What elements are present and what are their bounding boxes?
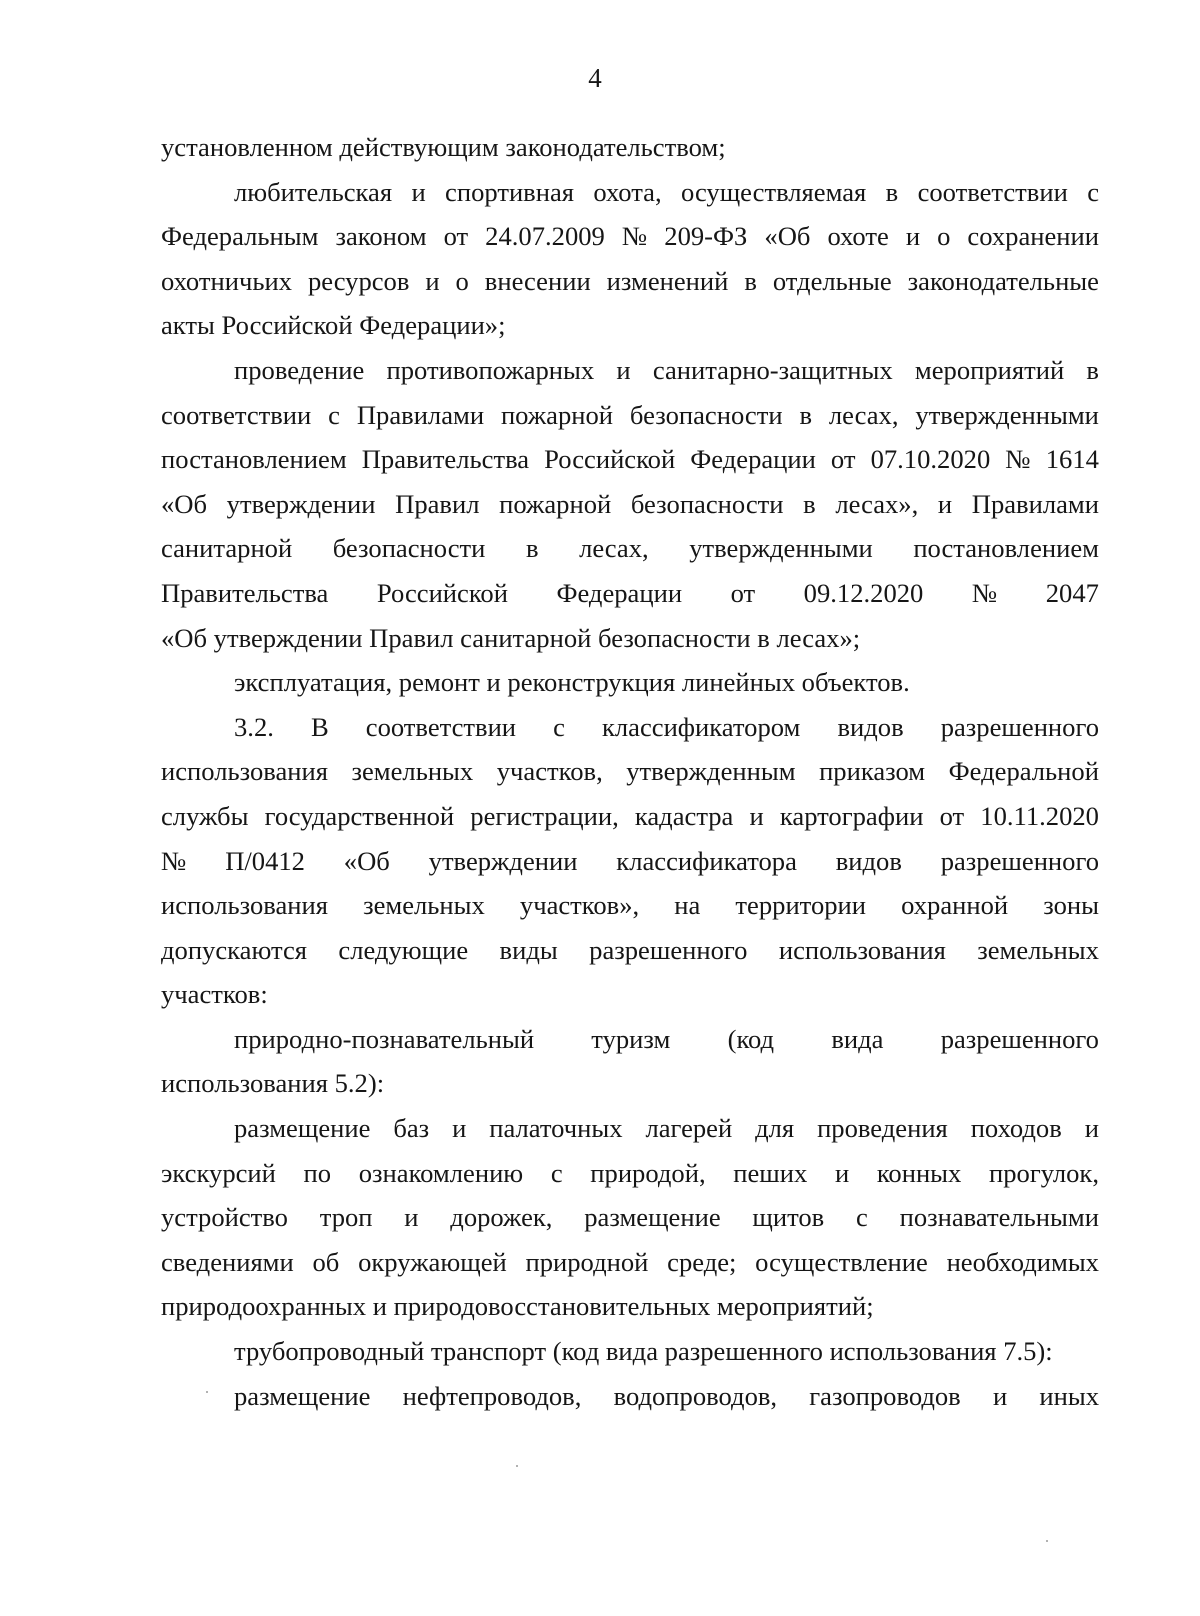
word: государственной (264, 800, 455, 831)
word: нефтепроводов, (402, 1380, 582, 1411)
word: и (834, 1157, 850, 1188)
word: 10.11.2020 (980, 800, 1099, 831)
word: проведения (817, 1113, 948, 1144)
scan-speck (206, 1391, 208, 1393)
word: земельных (363, 890, 485, 921)
word: с (550, 1157, 563, 1188)
paragraph (161, 660, 1099, 705)
word: (код (727, 1023, 775, 1054)
word: Правительства (361, 444, 530, 475)
word: разрешенного (940, 1023, 1099, 1054)
text-line (161, 1106, 1099, 1151)
word: окружающей (358, 1246, 507, 1277)
word: по (303, 1157, 332, 1188)
text-line (161, 571, 1099, 616)
paragraph (161, 125, 1099, 170)
word: № (1005, 444, 1031, 475)
word: соответствии (365, 711, 517, 742)
word: законодательные (907, 265, 1099, 296)
word: «Об (764, 221, 811, 252)
word: о (937, 221, 951, 252)
word: соответствии (917, 176, 1068, 207)
word: для (755, 1113, 795, 1144)
word: необходимых (946, 1246, 1099, 1277)
word: прогулок, (989, 1157, 1099, 1188)
word: и (905, 221, 921, 252)
word: службы (161, 800, 249, 831)
word: познавательными (899, 1202, 1099, 1233)
word: троп (319, 1202, 373, 1233)
word: утвержденными (915, 399, 1099, 430)
text-line (161, 1195, 1099, 1240)
word: об (312, 1246, 340, 1277)
word: 09.12.2020 (803, 577, 924, 608)
word: разрешенного (940, 845, 1099, 876)
text-line: участков: (161, 979, 268, 1010)
word: и (937, 488, 953, 519)
paragraph (161, 1329, 1099, 1374)
text-line (161, 1151, 1099, 1196)
paragraph (161, 1106, 1099, 1329)
word: № (621, 221, 648, 252)
word: Правил (395, 488, 480, 519)
word: от (443, 221, 469, 252)
text-line: использования 5.2): (161, 1068, 385, 1099)
word: видов (837, 711, 904, 742)
word: охоте (827, 221, 889, 252)
word: вида (831, 1023, 884, 1054)
word: Российской (376, 577, 508, 608)
word: и (749, 800, 764, 831)
word: на (674, 890, 701, 921)
word: разрешенного (940, 711, 1099, 742)
word: участков», (519, 890, 640, 921)
text-line (161, 1240, 1099, 1285)
word: безопасности (629, 399, 783, 430)
text-line (161, 393, 1099, 438)
word: пеших (733, 1157, 808, 1188)
scan-speck (1046, 1540, 1048, 1542)
word: Федерации (556, 577, 683, 608)
word: видов (835, 845, 902, 876)
word: конных (876, 1157, 962, 1188)
word: Российской (544, 444, 676, 475)
word: размещение (584, 1202, 721, 1233)
paragraph (161, 705, 1099, 1017)
word: безопасности (630, 488, 784, 519)
paragraph (161, 348, 1099, 660)
text-line: трубопроводный транспорт (код вида разрешенного использования 7.5): (234, 1336, 1053, 1367)
word: походов (970, 1113, 1062, 1144)
word: от (730, 577, 756, 608)
word: Федеральной (948, 756, 1099, 787)
word: использования (161, 890, 328, 921)
word: «Об (161, 488, 208, 519)
word: «Об (343, 845, 390, 876)
word: 07.10.2020 (870, 444, 991, 475)
word: любительская (234, 176, 393, 207)
word: лесах, (828, 399, 899, 430)
word: допускаются (161, 934, 307, 965)
page-number: 4 (588, 63, 602, 93)
word: в (885, 176, 899, 207)
word: 1614 (1045, 444, 1099, 475)
word: экскурсий (161, 1157, 276, 1188)
word: Правительства (161, 577, 329, 608)
word: лесах, (579, 533, 649, 564)
text-line: акты Российской Федерации»; (161, 310, 506, 341)
word: 24.07.2009 (485, 221, 605, 252)
text-line (161, 1374, 1099, 1419)
word: о (455, 265, 469, 296)
word: в (525, 533, 539, 564)
word: щитов (752, 1202, 825, 1233)
word: и (411, 176, 426, 207)
word: приказом (819, 756, 926, 787)
word: лагерей (645, 1113, 733, 1144)
word: постановлением (161, 444, 347, 475)
word: виды (499, 934, 558, 965)
word: ресурсов (307, 265, 410, 296)
word: № (161, 845, 187, 876)
word: 209-ФЗ (664, 221, 748, 252)
word: утвержденными (689, 533, 873, 564)
word: Правилами (971, 488, 1099, 519)
word: среде; (667, 1246, 737, 1277)
word: лесах», (835, 488, 919, 519)
text-line (161, 839, 1099, 884)
word: и (616, 354, 631, 385)
word: зоны (1043, 890, 1099, 921)
text-line (161, 883, 1099, 928)
word: утверждении (226, 488, 376, 519)
word: спортивная (445, 176, 575, 207)
word: участков, (496, 756, 603, 787)
word: и (992, 1380, 1008, 1411)
document-body (161, 125, 1099, 1418)
word: проведение (234, 354, 365, 385)
word: и (452, 1113, 467, 1144)
word: классификатора (616, 845, 797, 876)
word: природно-познавательный (234, 1023, 535, 1054)
word: размещение (234, 1113, 371, 1144)
word: туризм (591, 1023, 671, 1054)
word: устройство (161, 1202, 288, 1233)
word: в (1086, 354, 1099, 385)
text-line (161, 259, 1099, 304)
word: противопожарных (386, 354, 595, 385)
word: иных (1039, 1380, 1099, 1411)
paragraph (161, 170, 1099, 348)
word: мероприятий (914, 354, 1065, 385)
text-line (161, 749, 1099, 794)
word: санитарной (161, 533, 293, 564)
text-line: «Об утверждении Правил санитарной безопасности в лесах»; (161, 622, 861, 653)
word: классификатором (601, 711, 801, 742)
word: картографии (779, 800, 924, 831)
word: утвержденным (626, 756, 796, 787)
text-line (161, 705, 1099, 750)
word: внесении (484, 265, 591, 296)
word: от (830, 444, 856, 475)
word: территории (735, 890, 867, 921)
word: охота, (593, 176, 662, 207)
text-line: установленном действующим законодательством; (161, 132, 726, 162)
word: использования (161, 756, 328, 787)
paragraph (161, 1017, 1099, 1106)
word: безопасности (332, 533, 486, 564)
word: водопроводов, (613, 1380, 778, 1411)
text-line (161, 348, 1099, 393)
word: санитарно-защитных (652, 354, 893, 385)
word: сведениями (161, 1246, 294, 1277)
text-line (161, 928, 1099, 973)
word: 3.2. (234, 711, 274, 742)
word: использования (778, 934, 946, 965)
text-line: эксплуатация, ремонт и реконструкция линейных объектов. (234, 667, 910, 698)
word: Правилами (356, 399, 485, 430)
text-line (161, 1017, 1099, 1062)
text-line (161, 214, 1099, 259)
word: охотничьих (161, 265, 292, 296)
scan-speck (516, 1465, 518, 1467)
word: охранной (901, 890, 1009, 921)
word: размещение (234, 1380, 371, 1411)
word: 2047 (1045, 577, 1099, 608)
word: соответствии (161, 399, 312, 430)
word: с (328, 399, 340, 430)
word: Федерации (690, 444, 816, 475)
word: земельных (351, 756, 474, 787)
word: отдельные (772, 265, 892, 296)
word: кадастра (634, 800, 734, 831)
word: постановлением (913, 533, 1099, 564)
text-line: природоохранных и природовосстановительных мероприятий; (161, 1291, 874, 1322)
word: в (744, 265, 757, 296)
word: № (971, 577, 998, 608)
word: осуществление (755, 1246, 928, 1277)
paragraph (161, 1374, 1099, 1419)
text-line (161, 170, 1099, 215)
text-line (161, 794, 1099, 839)
word: природой, (590, 1157, 706, 1188)
word: газопроводов (809, 1380, 961, 1411)
word: с (856, 1202, 868, 1233)
word: изменений (606, 265, 729, 296)
word: П/0412 (225, 845, 305, 876)
word: В (310, 711, 329, 742)
word: ознакомлению (358, 1157, 524, 1188)
word: от (939, 800, 965, 831)
word: следующие (338, 934, 469, 965)
word: и (425, 265, 440, 296)
word: сохранении (967, 221, 1099, 252)
text-line (161, 526, 1099, 571)
text-line (161, 482, 1099, 527)
word: осуществляемая (681, 176, 867, 207)
word: и (1084, 1113, 1099, 1144)
word: законом (335, 221, 427, 252)
word: Федеральным (161, 221, 319, 252)
word: природной (525, 1246, 649, 1277)
word: с (553, 711, 565, 742)
word: в (799, 399, 813, 430)
word: утверждении (428, 845, 578, 876)
word: и (404, 1202, 419, 1233)
word: регистрации, (470, 800, 619, 831)
word: баз (393, 1113, 430, 1144)
word: с (1087, 176, 1099, 207)
word: земельных (977, 934, 1099, 965)
word: палаточных (489, 1113, 623, 1144)
word: дорожек, (450, 1202, 553, 1233)
word: пожарной (500, 399, 614, 430)
word: разрешенного (589, 934, 748, 965)
word: в (803, 488, 816, 519)
text-line (161, 437, 1099, 482)
word: пожарной (499, 488, 612, 519)
